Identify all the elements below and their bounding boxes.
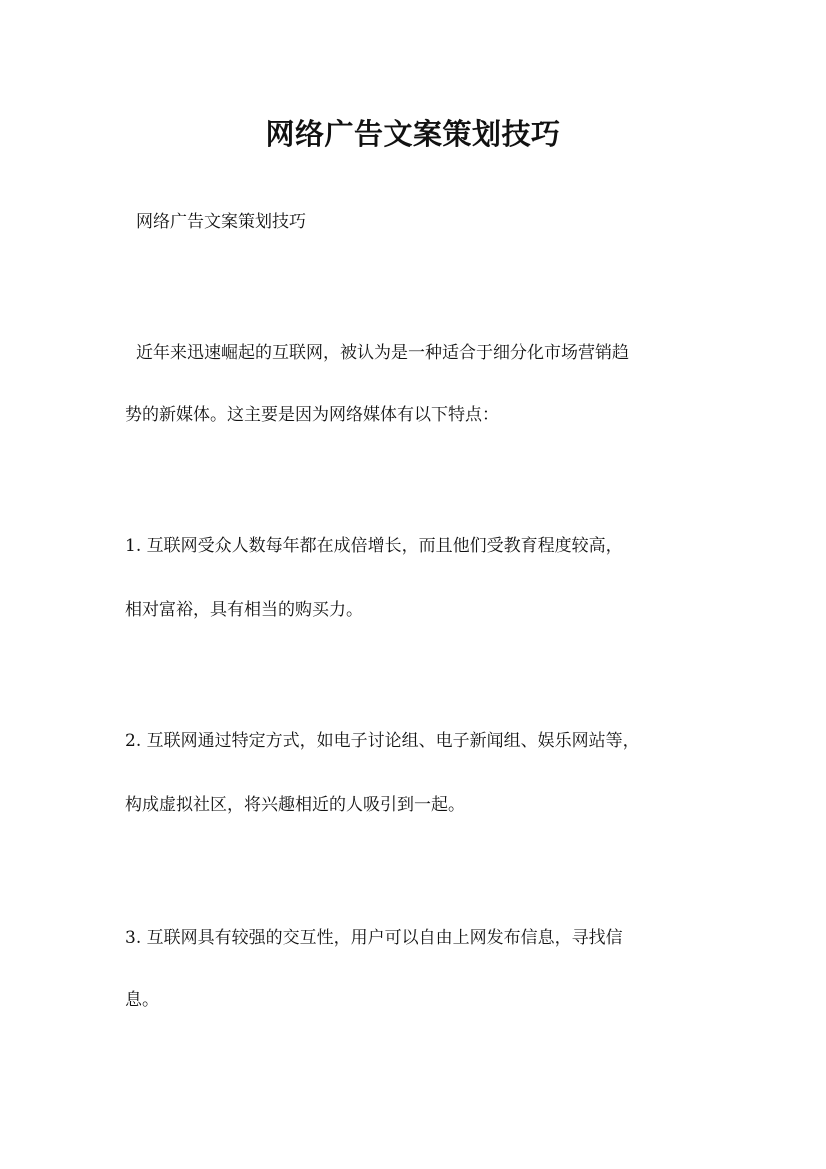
list-item-3-line-2: 息。: [125, 990, 159, 1010]
intro-line-2: 势的新媒体。这主要是因为网络媒体有以下特点：: [125, 405, 499, 425]
list-item-1-line-2: 相对富裕，具有相当的购买力。: [125, 600, 363, 620]
list-item-2-line-1: 2. 互联网通过特定方式，如电子讨论组、电子新闻组、娱乐网站等，: [125, 731, 640, 751]
document-title: 网络广告文案策划技巧: [265, 117, 561, 151]
document-subtitle: 网络广告文案策划技巧: [136, 212, 306, 232]
list-item-3-line-1: 3. 互联网具有较强的交互性，用户可以自由上网发布信息，寻找信: [125, 928, 623, 948]
list-item-1-line-1: 1. 互联网受众人数每年都在成倍增长，而且他们受教育程度较高，: [125, 536, 623, 556]
list-item-2-line-2: 构成虚拟社区，将兴趣相近的人吸引到一起。: [125, 795, 465, 815]
intro-line-1: 近年来迅速崛起的互联网，被认为是一种适合于细分化市场营销趋: [136, 343, 629, 363]
